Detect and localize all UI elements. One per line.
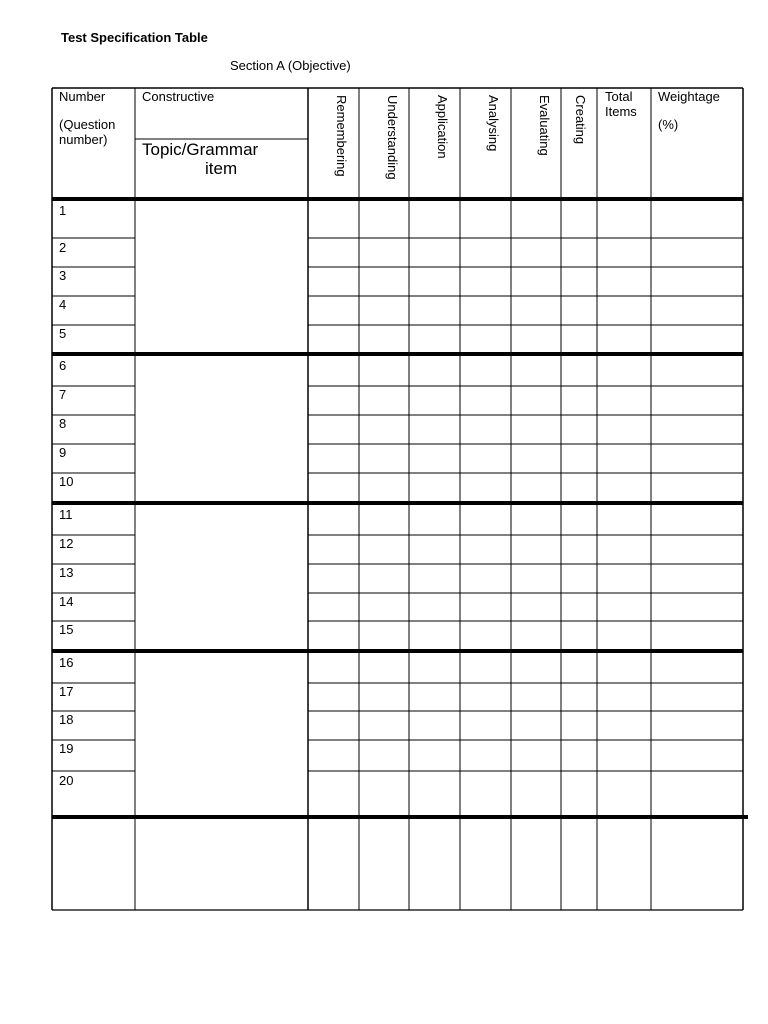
row-number: 15: [59, 622, 74, 637]
row-number: 2: [59, 240, 67, 255]
row-number: 7: [59, 387, 67, 402]
row-number: 14: [59, 594, 74, 609]
row-number: 8: [59, 416, 67, 431]
weightage-header: Weightage: [658, 89, 720, 104]
row-number: 13: [59, 565, 74, 580]
topic-line-2: item: [205, 159, 238, 178]
level-evaluating: Evaluating: [537, 95, 552, 156]
total-items-header: Total Items: [605, 89, 637, 119]
level-remembering: Remembering: [334, 95, 349, 177]
row-number: 19: [59, 741, 74, 756]
row-number: 4: [59, 297, 67, 312]
level-creating: Creating: [573, 95, 588, 145]
row-number: 11: [59, 507, 73, 522]
level-application: Application: [435, 95, 450, 159]
row-number: 9: [59, 445, 67, 460]
row-number: 1: [59, 203, 67, 218]
level-understanding: Understanding: [385, 95, 400, 180]
row-number: 17: [59, 684, 74, 699]
topic-line-1: Topic/Grammar: [142, 140, 259, 159]
level-analysing: Analysing: [486, 95, 501, 152]
row-number: 16: [59, 655, 74, 670]
document-title: Test Specification Table: [61, 30, 208, 45]
topic-grammar-header: [142, 140, 282, 178]
row-number: 6: [59, 358, 67, 373]
weightage-unit: (%): [658, 117, 679, 132]
number-header: Number: [59, 89, 106, 104]
question-number-header: (Question number): [59, 117, 116, 147]
row-number: 20: [59, 773, 74, 788]
section-label: Section A (Objective): [230, 58, 351, 73]
row-number: 12: [59, 536, 74, 551]
row-number: 5: [59, 326, 67, 341]
row-number: 3: [59, 268, 67, 283]
constructive-header: Constructive: [142, 89, 215, 104]
row-number: 10: [59, 474, 74, 489]
row-number: 18: [59, 712, 74, 727]
